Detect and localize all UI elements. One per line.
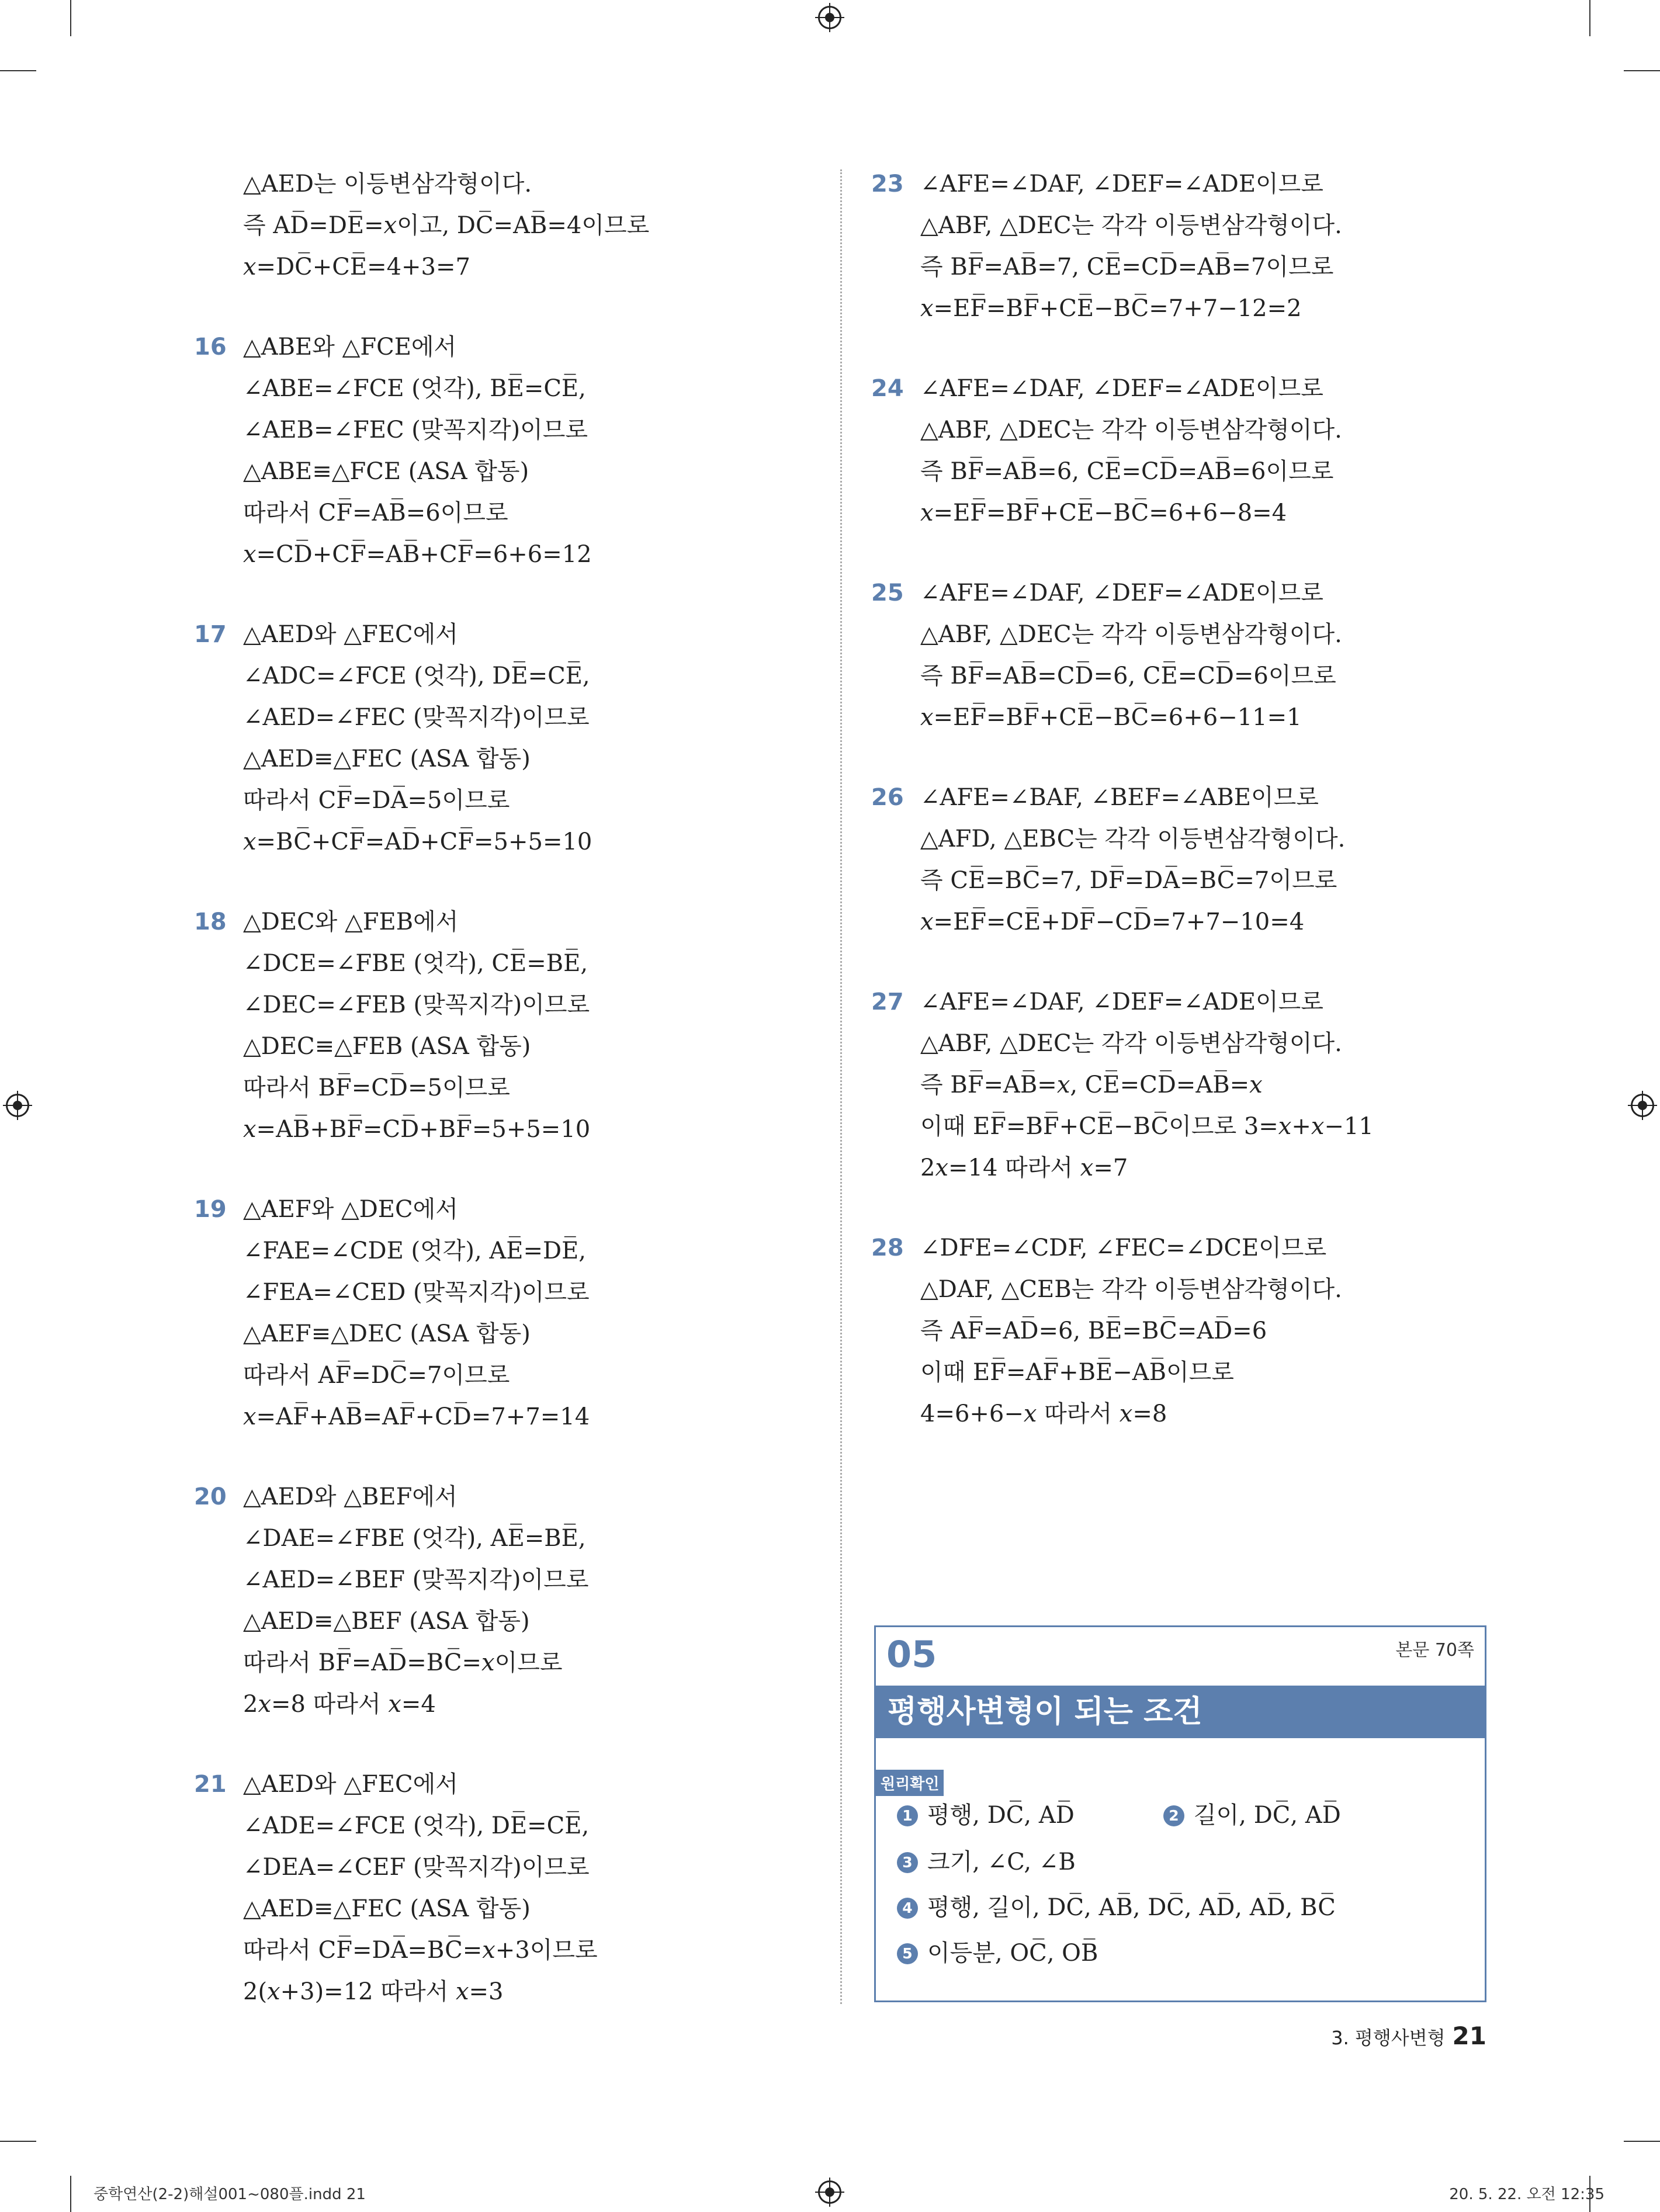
answer-text: 이등분, OC̅, OB̅ — [927, 1940, 1098, 1967]
section-reference: 본문 70쪽 — [1395, 1640, 1474, 1660]
solution-line: 4=6+6−𝑥 따라서 𝑥=8 — [920, 1400, 1167, 1427]
principle-check-tag: 원리확인 — [876, 1770, 944, 1796]
solution-block — [871, 1228, 1374, 1435]
crop-mark — [1589, 0, 1590, 36]
solution-line: △DAF, △CEB는 각각 이등변삼각형이다. — [920, 1276, 1342, 1303]
problem-number: 17 — [194, 621, 227, 648]
problem-number: 23 — [871, 171, 904, 197]
solution-line: △AED와 △FEC에서 — [243, 1771, 458, 1798]
problem-number: 18 — [194, 909, 227, 935]
crop-mark — [1624, 2141, 1660, 2142]
section-number: 05 — [886, 1633, 937, 1676]
registration-mark-icon — [1631, 1094, 1654, 1117]
answer-item — [897, 1890, 1336, 1925]
solution-block — [871, 164, 1374, 330]
solution-line: ∠AFE=∠DAF, ∠DEF=∠ADE이므로 — [920, 580, 1323, 606]
solution-block — [871, 573, 1374, 739]
solution-line: 따라서 CF̅=DA̅=BC̅=𝑥+3이므로 — [243, 1937, 598, 1964]
solution-line: 즉 BF̅=AB̅=7, CE̅=CD̅=AB̅=7이므로 — [920, 254, 1334, 280]
solution-line: △ABE≡△FCE (ASA 합동) — [243, 458, 529, 485]
solution-line: 𝑥=EF̅=BF̅+CE̅−BC̅=7+7−12=2 — [920, 295, 1302, 322]
solution-line: △AED는 이등변삼각형이다. — [243, 171, 532, 197]
chapter-label: 3. 평행사변형 — [1331, 2027, 1446, 2049]
number-badge-icon: 4 — [897, 1898, 918, 1919]
answer-item — [897, 1845, 1076, 1880]
number-badge-icon: 1 — [897, 1805, 918, 1826]
solution-line: 따라서 AF̅=DC̅=7이므로 — [243, 1362, 510, 1389]
solution-line: 𝑥=AF̅+AB̅=AF̅+CD̅=7+7=14 — [243, 1403, 590, 1430]
column-divider — [840, 169, 842, 2004]
crop-mark — [70, 0, 71, 36]
answer-text: 길이, DC̅, AD̅ — [1194, 1802, 1341, 1829]
solution-block — [194, 1189, 649, 1438]
solution-line: △AED와 △BEF에서 — [243, 1483, 458, 1510]
section-box — [874, 1625, 1486, 2002]
solution-line: △ABF, △DEC는 각각 이등변삼각형이다. — [920, 212, 1342, 239]
solution-line: △DEC≡△FEB (ASA 합동) — [243, 1033, 531, 1060]
answer-text: 크기, ∠C, ∠B — [927, 1849, 1076, 1875]
solution-line: 𝑥=EF̅=CE̅+DF̅−CD̅=7+7−10=4 — [920, 909, 1305, 935]
left-column — [194, 164, 650, 2051]
crop-mark — [0, 2141, 36, 2142]
solution-line: 𝑥=DC̅+CE̅=4+3=7 — [243, 254, 470, 280]
solution-block — [194, 327, 649, 575]
section-title: 평행사변형이 되는 조건 — [876, 1686, 1485, 1738]
solution-line: 이때 EF̅=BF̅+CE̅−BC̅이므로 3=𝑥+𝑥−11 — [920, 1113, 1374, 1140]
solution-line: △AED와 △FEC에서 — [243, 621, 458, 648]
solution-line: △ABF, △DEC는 각각 이등변삼각형이다. — [920, 621, 1342, 648]
solution-block — [194, 902, 649, 1150]
crop-mark — [70, 2176, 71, 2212]
solution-line: 즉 BF̅=AB̅=CD̅=6, CE̅=CD̅=6이므로 — [920, 663, 1336, 689]
number-badge-icon: 2 — [1163, 1805, 1184, 1826]
solution-line: 따라서 CF̅=AB̅=6이므로 — [243, 500, 508, 526]
solution-line: 즉 BF̅=AB̅=6, CE̅=CD̅=AB̅=6이므로 — [920, 458, 1334, 485]
problem-number: 19 — [194, 1196, 227, 1223]
solution-line: △AED≡△FEC (ASA 합동) — [243, 1895, 531, 1922]
crop-mark — [0, 70, 36, 71]
problem-number: 20 — [194, 1483, 227, 1510]
solution-line: ∠AFE=∠BAF, ∠BEF=∠ABE이므로 — [920, 784, 1319, 811]
answer-item — [1163, 1798, 1341, 1833]
solution-line: ∠AED=∠BEF (맞꼭지각)이므로 — [243, 1566, 589, 1593]
page-footer — [1331, 2022, 1486, 2050]
solution-line: 2𝑥=14 따라서 𝑥=7 — [920, 1154, 1128, 1181]
solution-line: ∠AFE=∠DAF, ∠DEF=∠ADE이므로 — [920, 171, 1323, 197]
solution-line: 따라서 CF̅=DA̅=5이므로 — [243, 787, 510, 814]
crop-mark — [1624, 70, 1660, 71]
problem-number: 25 — [871, 580, 904, 606]
registration-mark-icon — [818, 6, 841, 29]
solution-line: ∠AEB=∠FEC (맞꼭지각)이므로 — [243, 417, 588, 443]
number-badge-icon: 5 — [897, 1943, 918, 1964]
solution-line: 즉 AF̅=AD̅=6, BE̅=BC̅=AD̅=6 — [920, 1318, 1267, 1344]
page-number: 21 — [1452, 2022, 1486, 2050]
solution-line: ∠DCE=∠FBE (엇각), CE̅=BE̅, — [243, 950, 588, 977]
solution-block — [871, 777, 1374, 943]
solution-line: ∠ABE=∠FCE (엇각), BE̅=CE̅, — [243, 375, 586, 402]
registration-mark-icon — [6, 1094, 29, 1117]
problem-number: 28 — [871, 1235, 904, 1261]
solution-line: △AED≡△BEF (ASA 합동) — [243, 1608, 530, 1635]
solution-line: 따라서 BF̅=AD̅=BC̅=𝑥이므로 — [243, 1649, 563, 1676]
solution-block — [871, 368, 1374, 534]
solution-line: ∠DEA=∠CEF (맞꼭지각)이므로 — [243, 1854, 590, 1881]
solution-line: 2(𝑥+3)=12 따라서 𝑥=3 — [243, 1978, 504, 2005]
solution-line: △AFD, △EBC는 각각 이등변삼각형이다. — [920, 826, 1346, 852]
solution-line: ∠DEC=∠FEB (맞꼭지각)이므로 — [243, 991, 590, 1018]
solution-line: △AEF와 △DEC에서 — [243, 1196, 458, 1223]
solution-line: 이때 EF̅=AF̅+BE̅−AB̅이므로 — [920, 1359, 1234, 1386]
solution-line: 따라서 BF̅=CD̅=5이므로 — [243, 1074, 510, 1101]
solution-line: ∠AFE=∠DAF, ∠DEF=∠ADE이므로 — [920, 375, 1323, 402]
problem-number: 21 — [194, 1771, 227, 1798]
solution-line: 즉 BF̅=AB̅=𝑥, CE̅=CD̅=AB̅=𝑥 — [920, 1072, 1263, 1098]
solution-block — [871, 982, 1374, 1189]
solution-line: ∠ADE=∠FCE (엇각), DE̅=CE̅, — [243, 1812, 590, 1839]
solution-line: 2𝑥=8 따라서 𝑥=4 — [243, 1691, 436, 1718]
solution-line: ∠ADC=∠FCE (엇각), DE̅=CE̅, — [243, 663, 590, 689]
solution-block — [194, 1764, 649, 2013]
solution-line: 𝑥=CD̅+CF̅=AB̅+CF̅=6+6=12 — [243, 541, 592, 568]
problem-number: 27 — [871, 989, 904, 1015]
answer-item — [897, 1936, 1098, 1971]
solution-block — [194, 614, 649, 863]
registration-mark-icon — [818, 2180, 841, 2204]
solution-line: ∠DAE=∠FBE (엇각), AE̅=BE̅, — [243, 1525, 586, 1552]
solution-line: 𝑥=AB̅+BF̅=CD̅+BF̅=5+5=10 — [243, 1116, 591, 1143]
problem-number: 24 — [871, 375, 904, 402]
solution-line: 𝑥=EF̅=BF̅+CE̅−BC̅=6+6−8=4 — [920, 500, 1287, 526]
problem-number: 16 — [194, 334, 227, 360]
solution-line: ∠FEA=∠CED (맞꼭지각)이므로 — [243, 1279, 590, 1306]
solution-line: △ABF, △DEC는 각각 이등변삼각형이다. — [920, 1030, 1342, 1057]
solution-line: ∠AED=∠FEC (맞꼭지각)이므로 — [243, 704, 590, 731]
problem-number: 26 — [871, 784, 904, 811]
answer-text: 평행, 길이, DC̅, AB̅, DC̅, AD̅, AD̅, BC̅ — [927, 1894, 1336, 1921]
solution-line: 𝑥=BC̅+CF̅=AD̅+CF̅=5+5=10 — [243, 828, 592, 855]
solution-block — [194, 1476, 649, 1725]
solution-line: △AEF≡△DEC (ASA 합동) — [243, 1320, 531, 1347]
print-slug-date: 20. 5. 22. 오전 12:35 — [1449, 2186, 1604, 2203]
solution-block — [243, 164, 649, 288]
number-badge-icon: 3 — [897, 1852, 918, 1873]
solution-line: ∠FAE=∠CDE (엇각), AE̅=DE̅, — [243, 1237, 587, 1264]
solution-line: △DEC와 △FEB에서 — [243, 909, 459, 935]
print-slug-file: 중학연산(2-2)해설001~080플.indd 21 — [93, 2186, 366, 2203]
solution-line: △AED≡△FEC (ASA 합동) — [243, 746, 531, 772]
right-column — [871, 164, 1374, 1473]
solution-line: ∠AFE=∠DAF, ∠DEF=∠ADE이므로 — [920, 989, 1323, 1015]
answer-item — [897, 1798, 1075, 1833]
solution-line: △ABE와 △FCE에서 — [243, 334, 457, 360]
solution-line: 즉 CE̅=BC̅=7, DF̅=DA̅=BC̅=7이므로 — [920, 867, 1337, 894]
solution-line: 즉 AD̅=DE̅=𝑥이고, DC̅=AB̅=4이므로 — [243, 212, 650, 239]
answer-text: 평행, DC̅, AD̅ — [927, 1802, 1075, 1829]
solution-line: 𝑥=EF̅=BF̅+CE̅−BC̅=6+6−11=1 — [920, 704, 1302, 731]
solution-line: ∠DFE=∠CDF, ∠FEC=∠DCE이므로 — [920, 1235, 1327, 1261]
solution-line: △ABF, △DEC는 각각 이등변삼각형이다. — [920, 417, 1342, 443]
